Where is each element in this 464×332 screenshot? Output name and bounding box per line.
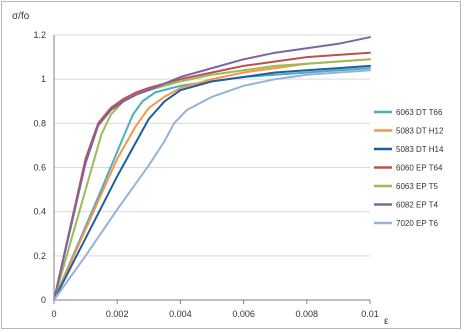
- y-axis-label: σ/fo: [12, 11, 30, 22]
- x-tick-label: 0: [51, 309, 57, 319]
- y-tick-label: 0.6: [33, 162, 46, 173]
- legend-label: 5083 DT H14: [396, 145, 444, 154]
- x-tick-label: 0.004: [169, 309, 192, 319]
- y-tick-label: 0: [40, 295, 46, 305]
- series-line-2: [54, 66, 370, 300]
- series-line-6: [54, 70, 370, 300]
- legend-label: 6060 EP T64: [396, 163, 443, 173]
- legend-label: 6082 EP T4: [396, 200, 438, 210]
- series-lines: [54, 37, 370, 300]
- y-tick-label: 0.8: [33, 118, 46, 129]
- x-tick-label: 0.006: [232, 309, 255, 319]
- y-tick-label: 1: [40, 74, 46, 85]
- y-tick-label: 1.2: [33, 30, 46, 40]
- x-tick-label: 0.008: [295, 309, 319, 319]
- y-tick-label: 0.4: [33, 206, 46, 217]
- legend-label: 6063 EP T5: [396, 182, 438, 191]
- series-line-5: [54, 37, 370, 300]
- series-line-3: [54, 53, 370, 300]
- series-line-0: [54, 68, 370, 300]
- x-axis-label: ε: [384, 316, 389, 327]
- legend-label: 5083 DT H12: [396, 126, 444, 136]
- legend: [374, 108, 444, 228]
- series-line-4: [54, 59, 370, 300]
- x-tick-label: 0.002: [105, 309, 129, 319]
- x-tick-label: 0.01: [361, 309, 379, 319]
- legend-label: 7020 EP T6: [396, 219, 438, 228]
- series-line-1: [54, 59, 370, 300]
- y-tick-label: 0.2: [33, 250, 46, 261]
- legend-label: 6063 DT T66: [396, 108, 443, 117]
